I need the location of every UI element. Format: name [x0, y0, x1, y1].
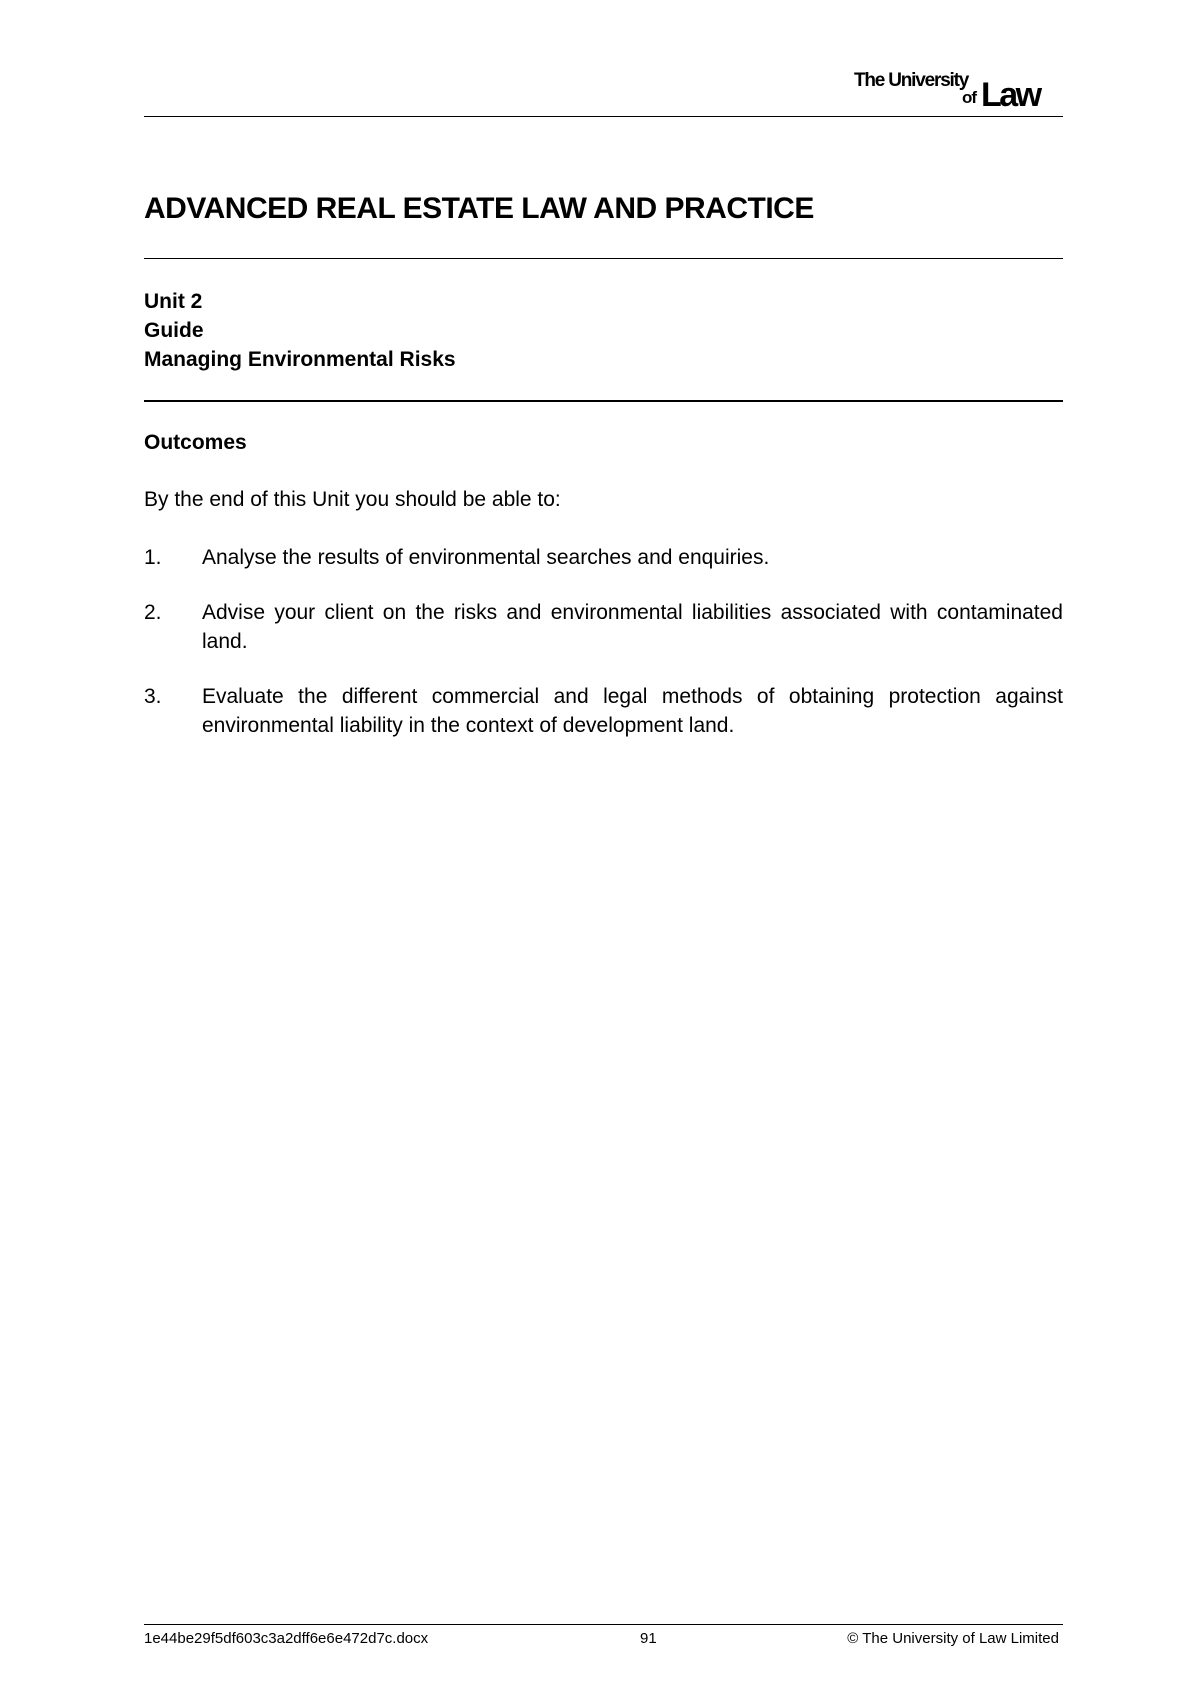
unit-divider — [144, 400, 1063, 402]
outcome-number: 2. — [144, 601, 162, 624]
title-divider — [144, 258, 1063, 259]
logo-law: Law — [981, 76, 1040, 114]
logo-line-1: The University — [854, 70, 969, 91]
unit-number: Unit 2 — [144, 290, 203, 313]
outcomes-intro: By the end of this Unit you should be able to: — [144, 488, 561, 511]
header-divider — [144, 116, 1063, 117]
logo-of: of — [962, 88, 977, 107]
unit-block — [144, 287, 456, 374]
footer-divider — [144, 1624, 1063, 1625]
outcomes-heading: Outcomes — [144, 431, 247, 454]
outcome-text: Advise your client on the risks and environmental liabilities associated with contaminated land. — [202, 601, 1063, 653]
outcome-number: 3. — [144, 685, 162, 708]
footer-copyright: © The University of Law Limited — [847, 1630, 1059, 1647]
unit-type: Guide — [144, 319, 204, 342]
unit-subtitle: Managing Environmental Risks — [144, 348, 456, 371]
outcome-text: Analyse the results of environmental searches and enquiries. — [202, 546, 770, 569]
document-title: ADVANCED REAL ESTATE LAW AND PRACTICE — [144, 192, 814, 225]
outcome-number: 1. — [144, 546, 162, 569]
footer-filename: 1e44be29f5df603c3a2dff6e6e472d7c.docx — [144, 1630, 429, 1647]
footer-page-number: 91 — [640, 1630, 657, 1647]
university-logo — [854, 70, 1064, 114]
outcome-text: Evaluate the different commercial and legal methods of obtaining protection against environmental liability in the context of development land. — [202, 685, 1063, 737]
